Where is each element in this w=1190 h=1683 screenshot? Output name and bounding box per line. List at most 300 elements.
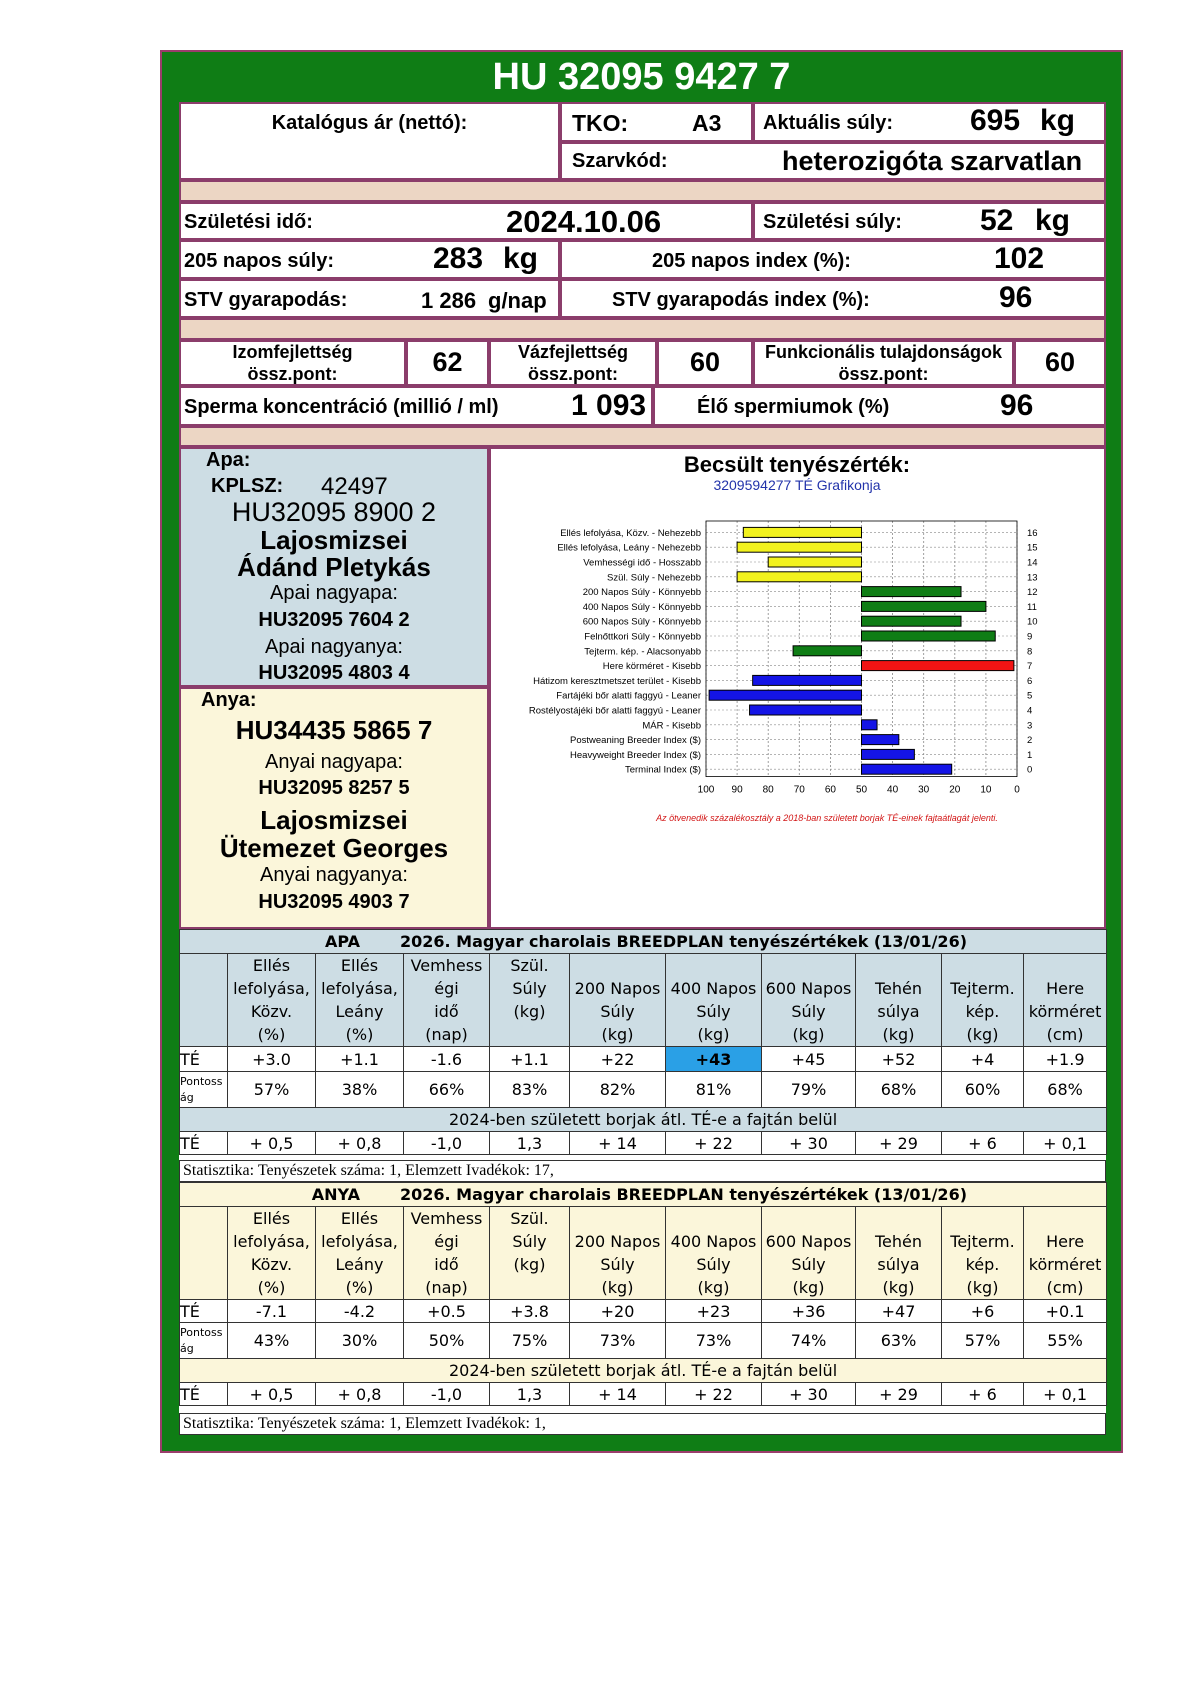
ebv-bar xyxy=(862,735,899,745)
current-weight-value: 695 xyxy=(970,104,1021,137)
ebv-cell: -4.2 xyxy=(316,1300,404,1323)
w205-index-cell xyxy=(560,240,1106,279)
ebv-bar xyxy=(743,527,861,537)
current-weight-label: Aktuális súly: xyxy=(763,112,894,134)
ebv-cell: +0.1 xyxy=(1024,1300,1107,1323)
ebv-cell: +1.1 xyxy=(490,1047,570,1072)
right-axis-label: 8 xyxy=(1027,646,1033,658)
column-header-line: Szül. xyxy=(510,956,549,975)
ebv-bar xyxy=(862,616,962,626)
column-header-line xyxy=(711,956,716,975)
right-axis-label: 14 xyxy=(1027,557,1038,569)
x-tick-label: 10 xyxy=(980,784,992,796)
functional-score-value: 60 xyxy=(1044,347,1076,377)
column-header xyxy=(942,954,1024,1047)
accuracy-label-part-2: ág xyxy=(180,1090,194,1104)
column-header-line xyxy=(896,1209,901,1228)
sire-avg-header: 2024-ben született borjak átl. TÉ-e a fajtán belül xyxy=(180,1108,1107,1132)
column-header xyxy=(570,954,666,1047)
category-label: Ellés lefolyása, Leány - Nehezebb xyxy=(557,542,701,554)
ebv-row-label: TÉ xyxy=(180,1300,228,1323)
x-tick-label: 0 xyxy=(1014,784,1020,796)
column-header xyxy=(856,1207,942,1300)
ebv-bar xyxy=(862,587,962,597)
right-axis-label: 6 xyxy=(1027,675,1033,687)
column-header-line: lefolyása, xyxy=(233,1232,310,1251)
category-label: Terminal Index ($) xyxy=(624,764,701,776)
x-tick-label: 20 xyxy=(949,784,961,796)
dam-grandfather-label: Anyai nagyapa: xyxy=(265,751,403,773)
column-header-line xyxy=(615,956,620,975)
tko-cell xyxy=(560,102,753,142)
ebv-cell: +3.8 xyxy=(490,1300,570,1323)
avg-cell: 1,3 xyxy=(490,1132,570,1155)
dam-grandmother-id: HU32095 4903 7 xyxy=(258,891,410,913)
column-header-line: Leány xyxy=(335,1255,384,1274)
tko-value: A3 xyxy=(692,110,722,136)
sire-table-column-headers xyxy=(180,954,1107,1047)
column-header-line: lefolyása, xyxy=(321,1232,398,1251)
dam-grandmother-label: Anyai nagyanya: xyxy=(260,864,408,886)
accuracy-label-part-1: Pontoss xyxy=(180,1325,223,1339)
avg-cell: + 22 xyxy=(666,1383,762,1406)
avg-cell: + 0,5 xyxy=(228,1132,316,1155)
ebv-bar xyxy=(709,690,861,700)
x-tick-label: 90 xyxy=(731,784,743,796)
chart-title: Becsült tenyészérték: xyxy=(683,452,911,477)
current-weight-cell xyxy=(753,102,1106,142)
accuracy-cell: 73% xyxy=(666,1323,762,1359)
right-axis-label: 12 xyxy=(1027,587,1038,599)
sperm-concentration-cell xyxy=(179,386,653,426)
column-header-line: Súly xyxy=(600,1255,635,1274)
column-header-line: (cm) xyxy=(1046,1278,1084,1297)
accuracy-cell: 50% xyxy=(404,1323,490,1359)
stv-index-cell xyxy=(560,279,1106,318)
ebv-bar xyxy=(862,764,952,774)
column-header-line: (%) xyxy=(257,1278,286,1297)
column-header xyxy=(666,1207,762,1300)
column-header xyxy=(316,954,404,1047)
right-axis-label: 16 xyxy=(1027,527,1038,539)
separator-band-2 xyxy=(179,318,1106,340)
column-header-line: súlya xyxy=(877,1002,920,1021)
avg-cell: -1,0 xyxy=(404,1383,490,1406)
column-header-line xyxy=(711,1209,716,1228)
dam-avg-row xyxy=(180,1383,1107,1406)
accuracy-cell: 81% xyxy=(666,1072,762,1108)
accuracy-row-label xyxy=(180,1323,228,1359)
column-header-line: (nap) xyxy=(425,1025,468,1044)
dam-pedigree-panel xyxy=(179,687,489,929)
column-header-line: kép. xyxy=(965,1255,1000,1274)
column-header-line: Ellés xyxy=(340,1209,379,1228)
frame-score-label-1: Vázfejlettség xyxy=(517,342,629,362)
ebv-cell: +3.0 xyxy=(228,1047,316,1072)
ebv-cell: +1.1 xyxy=(316,1047,404,1072)
avg-row-label: TÉ xyxy=(180,1132,228,1155)
column-header-line: Súly xyxy=(791,1002,826,1021)
ebv-bar-chart xyxy=(491,449,1104,927)
category-label: 400 Napos Súly - Könnyebb xyxy=(582,601,701,613)
column-header-line: (kg) xyxy=(697,1278,730,1297)
avg-row-label: TÉ xyxy=(180,1383,228,1406)
category-label: Vemhességi idő - Hosszabb xyxy=(583,557,701,569)
column-header-line: Ellés xyxy=(252,1209,291,1228)
column-header-line: Ellés xyxy=(252,956,291,975)
column-header-line xyxy=(1063,1209,1068,1228)
column-header-line: Vemhess xyxy=(410,956,483,975)
column-header-line: (%) xyxy=(345,1278,374,1297)
column-header-line: lefolyása, xyxy=(321,979,398,998)
avg-cell: + 0,1 xyxy=(1024,1383,1107,1406)
right-axis-label: 1 xyxy=(1027,749,1033,761)
catalog-price-label: Katalógus ár (nettó): xyxy=(271,112,468,134)
ebv-cell: +45 xyxy=(762,1047,856,1072)
category-label: 200 Napos Súly - Könnyebb xyxy=(582,587,701,599)
ebv-row-label: TÉ xyxy=(180,1047,228,1072)
ebv-bar xyxy=(750,705,862,715)
column-header-line: 400 Napos xyxy=(670,1232,757,1251)
column-header-line: (kg) xyxy=(513,1002,546,1021)
sire-accuracy-row xyxy=(180,1072,1107,1108)
ebv-bar xyxy=(793,646,861,656)
column-header-line xyxy=(980,956,985,975)
column-header-line: (kg) xyxy=(792,1025,825,1044)
accuracy-cell: 30% xyxy=(316,1323,404,1359)
column-header-line: Súly xyxy=(696,1002,731,1021)
dam-table-header xyxy=(180,1183,1107,1207)
column-header xyxy=(228,954,316,1047)
x-tick-label: 30 xyxy=(918,784,930,796)
accuracy-cell: 55% xyxy=(1024,1323,1107,1359)
column-header-line: Súly xyxy=(512,979,547,998)
sire-table-tag: APA xyxy=(324,932,360,951)
column-header xyxy=(570,1207,666,1300)
functional-score-label-1: Funkcionális tulajdonságok xyxy=(764,342,1003,362)
sperm-concentration-value: 1 093 xyxy=(571,389,647,422)
dam-grandfather-name-line-1: Lajosmizsei xyxy=(260,805,408,835)
right-axis-label: 7 xyxy=(1027,661,1033,673)
avg-cell: + 6 xyxy=(942,1132,1024,1155)
column-header xyxy=(762,954,856,1047)
accuracy-label-part-1: Pontoss xyxy=(180,1074,223,1088)
column-header-line: Tejterm. xyxy=(950,1232,1015,1251)
accuracy-cell: 74% xyxy=(762,1323,856,1359)
column-header-line: Tehén xyxy=(874,979,923,998)
column-header-line: 600 Napos xyxy=(765,979,852,998)
dam-ebv-row xyxy=(180,1300,1107,1323)
ebv-bar xyxy=(753,675,862,685)
column-header xyxy=(1024,954,1107,1047)
column-header-line: kép. xyxy=(965,1002,1000,1021)
x-tick-label: 100 xyxy=(697,784,715,796)
ebv-bar xyxy=(862,720,878,730)
dam-grandfather-id: HU32095 8257 5 xyxy=(258,777,410,799)
ebv-cell: +23 xyxy=(666,1300,762,1323)
sire-name-line-2: Ádánd Pletykás xyxy=(237,552,431,582)
x-tick-label: 60 xyxy=(824,784,836,796)
right-axis-label: 0 xyxy=(1027,764,1033,776)
column-header-line: Súly xyxy=(791,1255,826,1274)
avg-cell: + 0,5 xyxy=(228,1383,316,1406)
column-header-line: Közv. xyxy=(250,1002,293,1021)
sire-table-header xyxy=(180,930,1107,954)
column-header-line: égi xyxy=(434,979,459,998)
muscle-score-label-2: össz.pont: xyxy=(247,364,338,384)
column-header-line: Here xyxy=(1046,979,1085,998)
category-label: 600 Napos Súly - Könnyebb xyxy=(582,616,701,628)
sire-grandmother-id: HU32095 4803 4 xyxy=(258,662,410,684)
column-header-line: (kg) xyxy=(882,1278,915,1297)
ebv-cell: +43 xyxy=(666,1047,762,1072)
sire-grandmother-label: Apai nagyanya: xyxy=(265,636,403,658)
dam-table-title: 2026. Magyar charolais BREEDPLAN tenyészértékek (13/01/26) xyxy=(400,1185,968,1204)
ebv-cell: +6 xyxy=(942,1300,1024,1323)
ebv-cell: -7.1 xyxy=(228,1300,316,1323)
chart-category-labels xyxy=(529,528,701,776)
ebv-bar xyxy=(862,749,915,759)
column-header-line: körméret xyxy=(1028,1002,1102,1021)
birth-weight-cell xyxy=(753,202,1106,240)
avg-cell: + 0,8 xyxy=(316,1132,404,1155)
right-axis-label: 10 xyxy=(1027,616,1038,628)
x-tick-label: 40 xyxy=(887,784,899,796)
column-header-line: idő xyxy=(434,1002,459,1021)
category-label: Felnőttkori Súly - Könnyebb xyxy=(584,631,701,643)
column-header-line: (nap) xyxy=(425,1278,468,1297)
sire-ebv-row xyxy=(180,1047,1107,1072)
category-label: Fartájéki bőr alatti faggyú - Leaner xyxy=(556,690,701,702)
catalog-price-cell xyxy=(179,102,560,180)
stv-cell xyxy=(179,279,560,318)
avg-cell: + 29 xyxy=(856,1383,942,1406)
column-header-line: 200 Napos xyxy=(574,1232,661,1251)
ebv-cell: +1.9 xyxy=(1024,1047,1107,1072)
avg-cell: + 30 xyxy=(762,1383,856,1406)
column-header-line: (kg) xyxy=(697,1025,730,1044)
column-header-line: Közv. xyxy=(250,1255,293,1274)
accuracy-cell: 60% xyxy=(942,1072,1024,1108)
column-header-line: (kg) xyxy=(966,1278,999,1297)
dam-id: HU34435 5865 7 xyxy=(235,715,433,745)
functional-score-label-2: össz.pont: xyxy=(838,364,929,384)
avg-cell: + 30 xyxy=(762,1132,856,1155)
right-axis-label: 13 xyxy=(1027,572,1038,584)
frame-score-value: 60 xyxy=(689,347,721,377)
kplsz-value: 42497 xyxy=(321,473,388,500)
right-axis-label: 4 xyxy=(1027,705,1033,717)
accuracy-cell: 38% xyxy=(316,1072,404,1108)
column-header-line: (kg) xyxy=(966,1025,999,1044)
right-axis-label: 3 xyxy=(1027,720,1033,732)
dam-label: Anya: xyxy=(201,689,257,711)
category-label: MÁR - Kisebb xyxy=(642,720,701,732)
category-label: Hátizom keresztmetszet terület - Kisebb xyxy=(533,675,701,687)
separator-band-1 xyxy=(179,180,1106,202)
birth-date-label: Születési idő: xyxy=(184,211,313,233)
ebv-bar xyxy=(737,542,861,552)
accuracy-cell: 83% xyxy=(490,1072,570,1108)
stv-unit: g/nap xyxy=(488,288,547,313)
category-label: Rostélyostájéki bőr alatti faggyú - Leaner xyxy=(528,705,701,717)
ebv-cell: +52 xyxy=(856,1047,942,1072)
w205-index-label: 205 napos index (%): xyxy=(652,250,851,272)
column-header-line: idő xyxy=(434,1255,459,1274)
column-header-line xyxy=(980,1209,985,1228)
sperm-concentration-label: Sperma koncentráció (millió / ml) xyxy=(184,396,499,418)
category-label: Tejterm. kép. - Alacsonyabb xyxy=(584,646,701,658)
accuracy-cell: 68% xyxy=(1024,1072,1107,1108)
w205-cell xyxy=(179,240,560,279)
ebv-cell: +4 xyxy=(942,1047,1024,1072)
frame-score-label-cell xyxy=(489,340,657,386)
ebv-bar xyxy=(768,557,861,567)
chart-x-ticks xyxy=(698,785,1021,796)
x-tick-label: 50 xyxy=(855,784,868,796)
column-header-line: (cm) xyxy=(1046,1025,1084,1044)
current-weight-unit: kg xyxy=(1040,104,1076,137)
category-label: Here körméret - Kisebb xyxy=(602,661,701,673)
column-header-line: körméret xyxy=(1028,1255,1102,1274)
ebv-cell: +36 xyxy=(762,1300,856,1323)
accuracy-label-part-2: ág xyxy=(180,1341,194,1355)
stv-label: STV gyarapodás: xyxy=(184,289,348,311)
column-header-line: (kg) xyxy=(601,1278,634,1297)
live-sperm-label: Élő spermiumok (%) xyxy=(697,396,890,418)
accuracy-cell: 73% xyxy=(570,1323,666,1359)
column-header xyxy=(762,1207,856,1300)
functional-score-value-cell xyxy=(1014,340,1106,386)
horn-code-cell xyxy=(560,142,1106,180)
column-header-line xyxy=(1063,956,1068,975)
accuracy-cell: 79% xyxy=(762,1072,856,1108)
column-header-line: Tejterm. xyxy=(950,979,1015,998)
column-header-line: Szül. xyxy=(510,1209,549,1228)
ebv-cell: +22 xyxy=(570,1047,666,1072)
column-header-line: Tehén xyxy=(874,1232,923,1251)
dam-ebv-table xyxy=(179,1182,1107,1406)
birth-weight-value: 52 xyxy=(980,204,1014,237)
avg-cell: + 6 xyxy=(942,1383,1024,1406)
accuracy-cell: 57% xyxy=(228,1072,316,1108)
right-axis-label: 11 xyxy=(1027,601,1037,613)
category-label: Heavyweight Breeder Index ($) xyxy=(570,749,701,761)
column-header xyxy=(316,1207,404,1300)
avg-cell: + 0,1 xyxy=(1024,1132,1107,1155)
ebv-chart-panel xyxy=(489,447,1106,929)
right-axis-label: 15 xyxy=(1027,542,1038,554)
column-header-line: égi xyxy=(434,1232,459,1251)
dam-table-tag: ANYA xyxy=(311,1185,360,1204)
column-header xyxy=(856,954,942,1047)
sire-grandfather-id: HU32095 7604 2 xyxy=(258,609,410,631)
avg-cell: + 29 xyxy=(856,1132,942,1155)
birth-weight-label: Születési súly: xyxy=(763,211,902,233)
ebv-bar xyxy=(862,661,1014,671)
x-tick-label: 80 xyxy=(762,784,774,796)
corner-cell xyxy=(180,1207,228,1300)
muscle-score-label-cell xyxy=(179,340,406,386)
ebv-cell: +0.5 xyxy=(404,1300,490,1323)
column-header xyxy=(942,1207,1024,1300)
muscle-score-value-cell xyxy=(406,340,489,386)
accuracy-cell: 66% xyxy=(404,1072,490,1108)
sire-avg-row xyxy=(180,1132,1107,1155)
avg-cell: + 14 xyxy=(570,1132,666,1155)
birth-weight-unit: kg xyxy=(1035,204,1071,237)
column-header-line: Leány xyxy=(335,1002,384,1021)
avg-cell: + 14 xyxy=(570,1383,666,1406)
column-header-line: Súly xyxy=(696,1255,731,1274)
column-header-line: (%) xyxy=(345,1025,374,1044)
category-label: Szül. Súly - Nehezebb xyxy=(607,572,701,584)
accuracy-cell: 68% xyxy=(856,1072,942,1108)
column-header-line: Súly xyxy=(512,1232,547,1251)
column-header-line: (%) xyxy=(257,1025,286,1044)
column-header-line xyxy=(806,956,811,975)
column-header-line: (kg) xyxy=(513,1255,546,1274)
sire-stats: Statisztika: Tenyészetek száma: 1, Elemzett Ivadékok: 17, xyxy=(179,1160,1106,1182)
column-header xyxy=(666,954,762,1047)
column-header-line: Súly xyxy=(600,1002,635,1021)
column-header-line: 400 Napos xyxy=(670,979,757,998)
avg-cell: + 22 xyxy=(666,1132,762,1155)
ebv-cell: +20 xyxy=(570,1300,666,1323)
column-header-line: Here xyxy=(1046,1232,1085,1251)
column-header xyxy=(1024,1207,1107,1300)
accuracy-row-label xyxy=(180,1072,228,1108)
live-sperm-value: 96 xyxy=(1000,389,1034,422)
column-header-line: lefolyása, xyxy=(233,979,310,998)
ebv-bar xyxy=(862,601,986,611)
ear-tag-title: HU 32095 9427 7 xyxy=(492,56,791,98)
ebv-cell: +47 xyxy=(856,1300,942,1323)
ebv-bar xyxy=(737,572,861,582)
sire-pedigree-panel xyxy=(179,447,489,687)
avg-cell: -1,0 xyxy=(404,1132,490,1155)
right-axis-label: 9 xyxy=(1027,631,1033,643)
tko-label: TKO: xyxy=(572,110,629,136)
right-axis-label: 2 xyxy=(1027,735,1033,747)
muscle-score-label-1: Izomfejlettség xyxy=(232,342,353,362)
column-header-line: súlya xyxy=(877,1255,920,1274)
dam-table-column-headers xyxy=(180,1207,1107,1300)
corner-cell xyxy=(180,954,228,1047)
dam-avg-header: 2024-ben született borjak átl. TÉ-e a fajtán belül xyxy=(180,1359,1107,1383)
sire-id: HU32095 8900 2 xyxy=(231,497,437,527)
right-axis-label: 5 xyxy=(1027,690,1033,702)
stv-index-value: 96 xyxy=(999,281,1033,314)
dam-grandfather-name-line-2: Ütemezet Georges xyxy=(219,833,449,863)
column-header-line: 600 Napos xyxy=(765,1232,852,1251)
column-header-line xyxy=(896,956,901,975)
ebv-cell: -1.6 xyxy=(404,1047,490,1072)
w205-index-value: 102 xyxy=(994,242,1045,275)
accuracy-cell: 63% xyxy=(856,1323,942,1359)
column-header xyxy=(228,1207,316,1300)
ebv-bar xyxy=(862,631,996,641)
column-header-line: (kg) xyxy=(882,1025,915,1044)
dam-accuracy-row xyxy=(180,1323,1107,1359)
sire-label: Apa: xyxy=(206,449,251,471)
chart-subtitle: 3209594277 TÉ Grafikonja xyxy=(713,477,881,493)
category-label: Postweaning Breeder Index ($) xyxy=(570,735,701,747)
column-header xyxy=(490,954,570,1047)
column-header-line: Ellés xyxy=(340,956,379,975)
chart-right-labels xyxy=(1027,528,1038,776)
w205-label: 205 napos súly: xyxy=(184,250,335,272)
